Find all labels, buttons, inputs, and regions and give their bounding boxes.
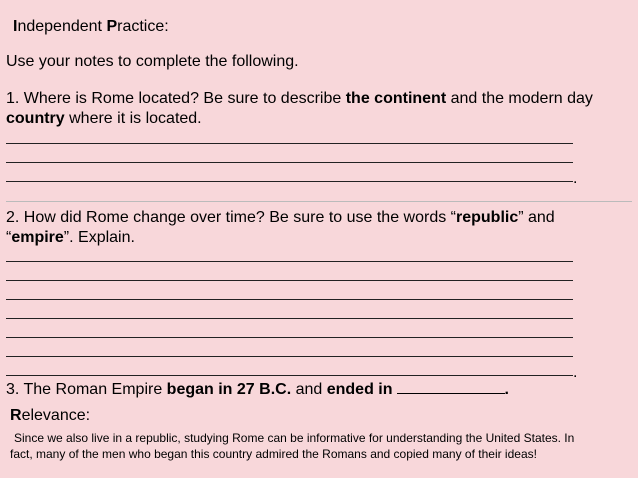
fill-in-blank[interactable] xyxy=(397,379,505,394)
question-3: 3. The Roman Empire began in 27 B.C. and ended in . xyxy=(6,381,509,398)
answer-line[interactable] xyxy=(6,337,573,338)
question-2-line-2: “empire”. Explain. xyxy=(6,229,135,246)
heading-part: ractice: xyxy=(117,18,169,35)
answer-line[interactable] xyxy=(6,261,573,262)
section-heading xyxy=(13,18,169,36)
heading-initial-i: I xyxy=(13,18,18,35)
answer-line[interactable] xyxy=(6,143,573,144)
relevance-text-line-1: Since we also live in a republic, studying Rome can be informative for understanding the United States. In xyxy=(14,431,575,445)
answer-line[interactable] xyxy=(6,162,573,163)
line-period: . xyxy=(573,170,578,187)
line-period: . xyxy=(573,364,578,381)
question-1-line-2: country where it is located. xyxy=(6,110,202,127)
answer-line[interactable] xyxy=(6,356,573,357)
relevance-text-line-2: fact, many of the men who began this country admired the Romans and copied many of their ideas! xyxy=(10,447,537,461)
section-divider xyxy=(6,201,632,202)
answer-line[interactable] xyxy=(6,318,573,319)
heading-initial-p: P xyxy=(106,18,118,35)
instructions: Use your notes to complete the following. xyxy=(6,53,299,70)
answer-line[interactable] xyxy=(6,375,573,376)
relevance-title: Relevance: xyxy=(10,407,91,424)
answer-line[interactable] xyxy=(6,299,573,300)
question-2-line-1: 2. How did Rome change over time? Be sure to use the words “republic” and xyxy=(6,209,555,226)
answer-line[interactable] xyxy=(6,181,573,182)
answer-line[interactable] xyxy=(6,280,573,281)
heading-part: ndependent xyxy=(17,18,107,35)
question-1-line-1: 1. Where is Rome located? Be sure to describe the continent and the modern day xyxy=(6,90,593,107)
